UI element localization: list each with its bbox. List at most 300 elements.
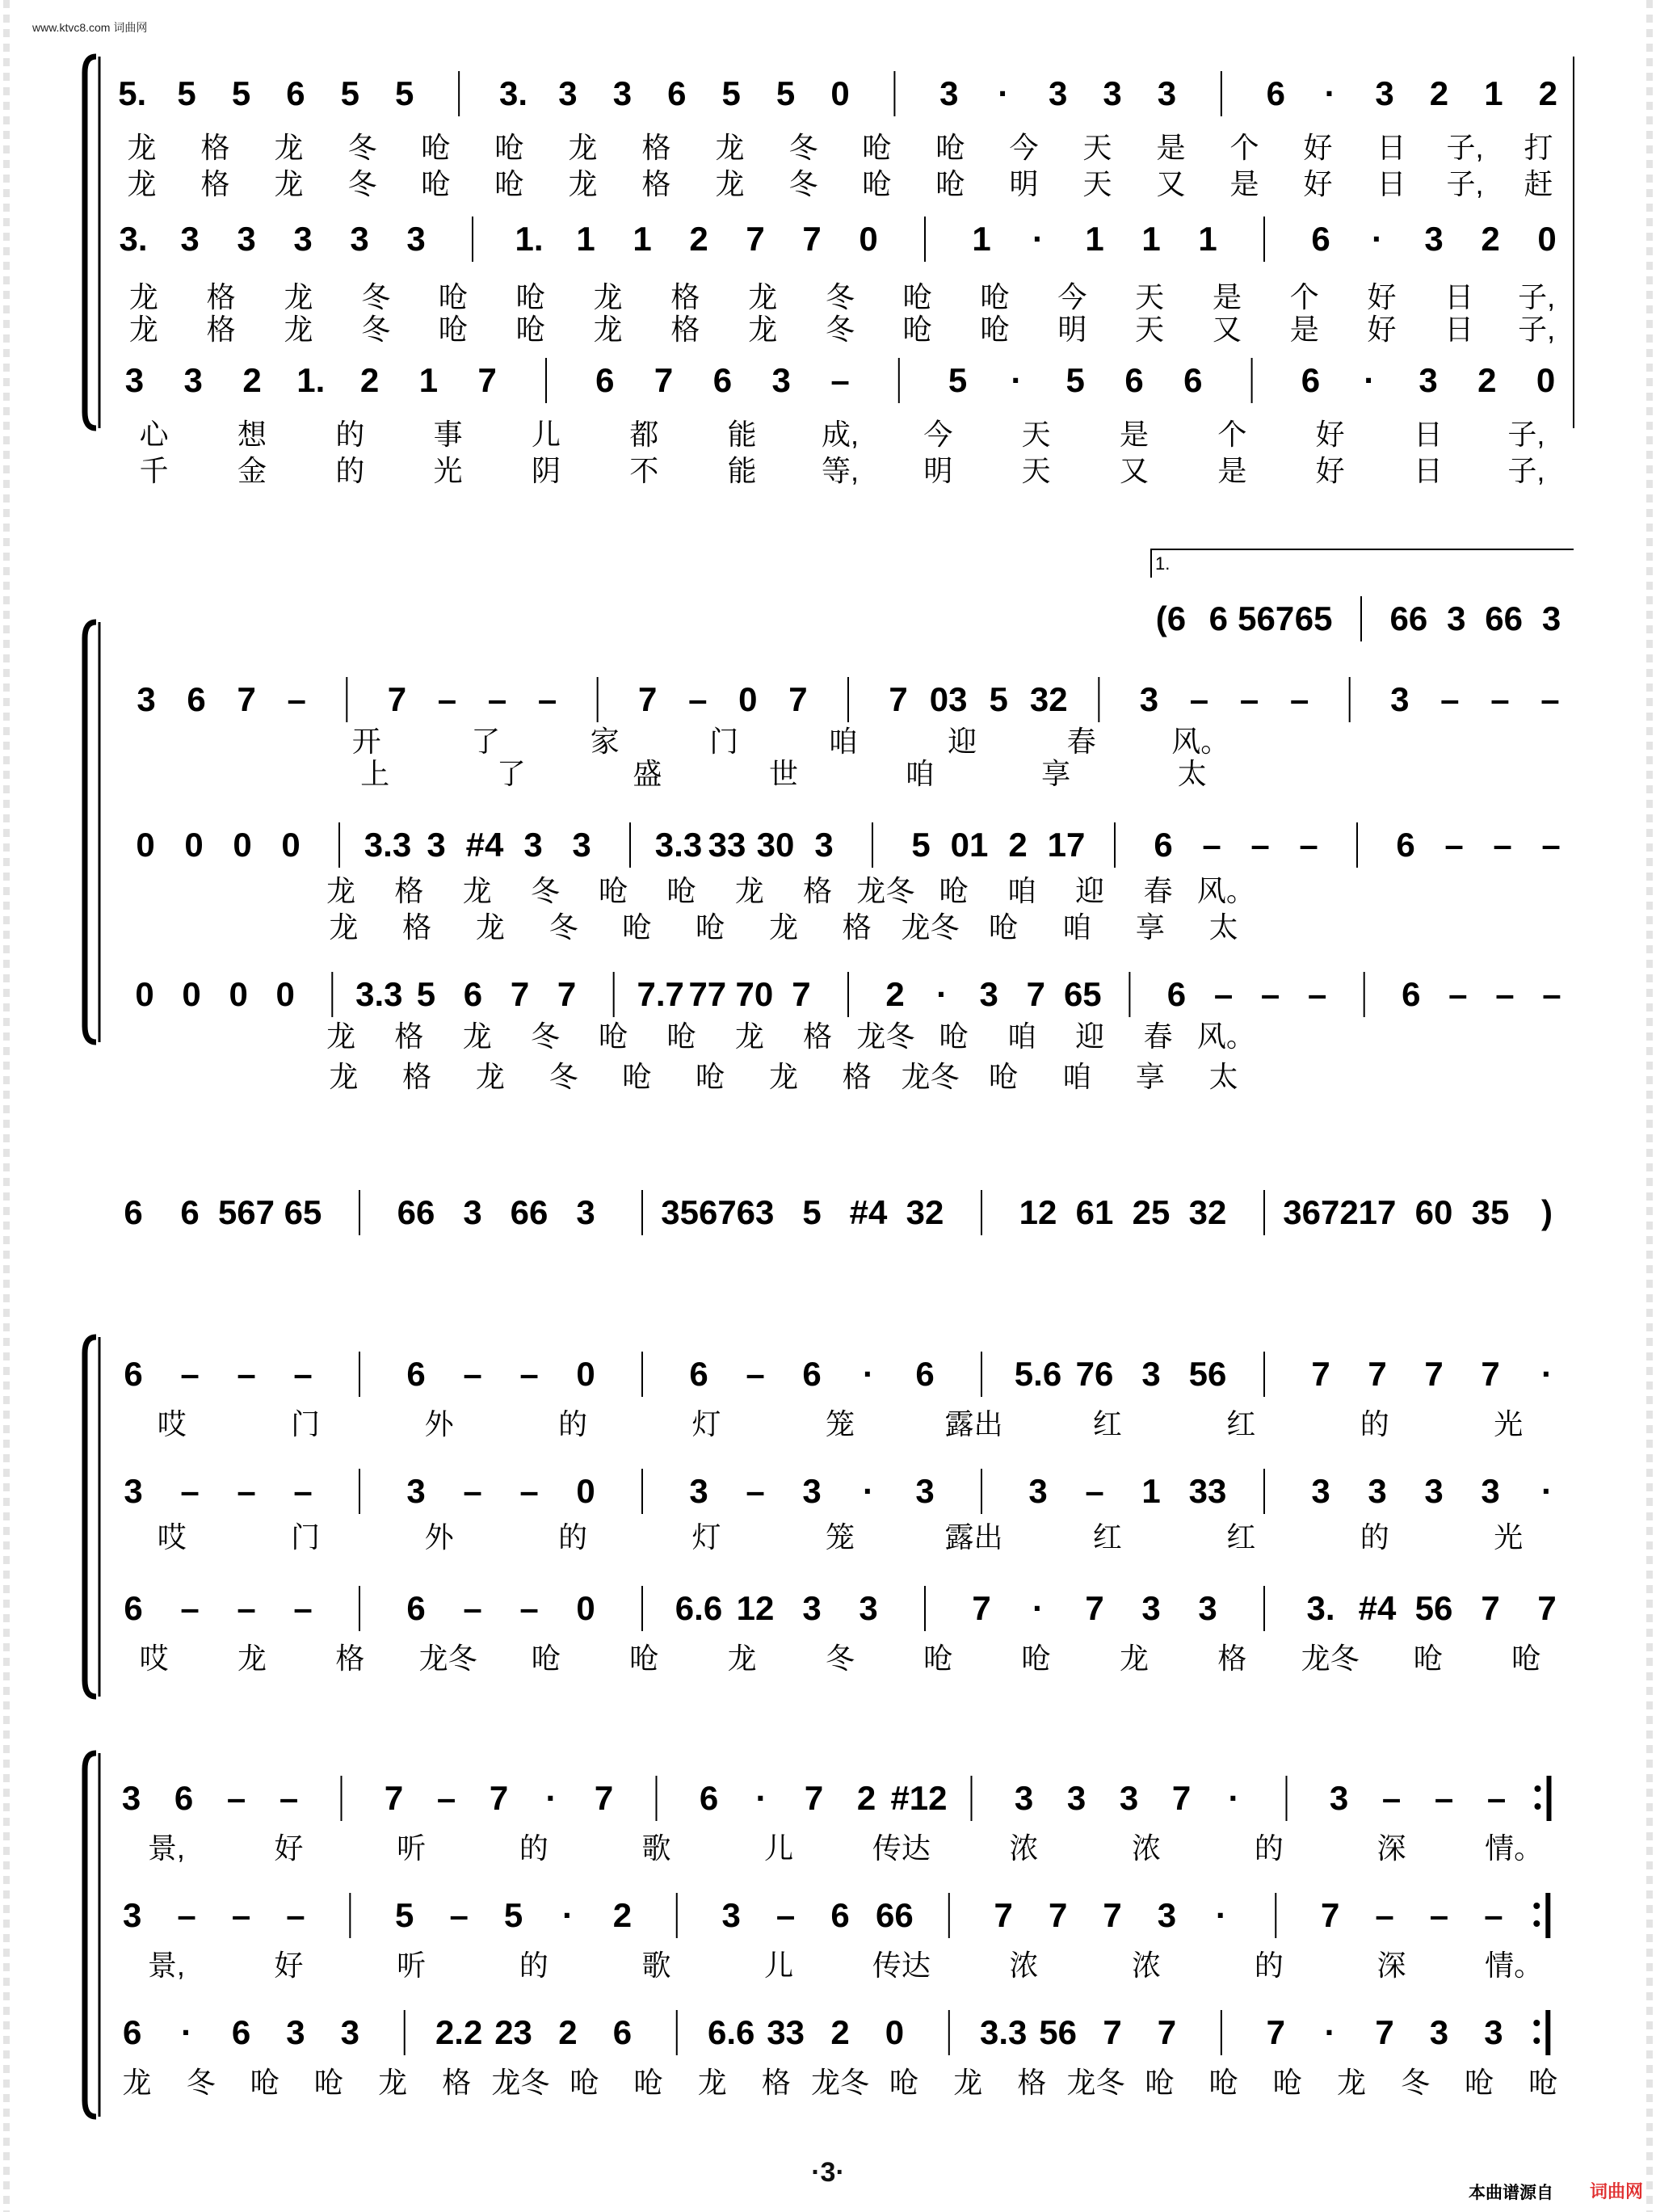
lyric: 呛 [622, 1060, 652, 1093]
lyric: 龙 [697, 2066, 727, 2099]
lyric: 冬 [186, 2066, 216, 2099]
note: 7 [1103, 1896, 1122, 1934]
note: · [863, 1355, 874, 1393]
note: 6 [406, 1589, 426, 1627]
note: 6 [124, 1355, 143, 1393]
note: 5 [948, 361, 968, 399]
note: 5 [416, 975, 436, 1013]
note: 6 [1301, 361, 1321, 399]
repeat-dot [1535, 1803, 1541, 1810]
lyric: 了 [496, 757, 526, 790]
lyric: 是 [1229, 167, 1259, 200]
note: – [293, 1472, 313, 1510]
note: – [1299, 826, 1318, 864]
note: – [519, 1472, 539, 1510]
note: 3 [1419, 361, 1438, 399]
note: – [775, 1896, 796, 1934]
lyric: 听 [397, 1831, 427, 1865]
lyric: 的 [1254, 1949, 1284, 1982]
note: #4 [465, 826, 504, 864]
note: 2 [856, 1779, 876, 1817]
note: #4 [1358, 1589, 1397, 1627]
lyric: 呛 [666, 874, 696, 907]
lyric: 龙冬 [901, 1060, 960, 1093]
note: · [998, 74, 1010, 112]
lyric: 呛 [666, 1020, 696, 1053]
lyric: 呛 [923, 1642, 953, 1675]
lyric: 呛 [599, 874, 628, 907]
instrument-note: 32 [1188, 1193, 1227, 1231]
note: 2 [242, 361, 262, 399]
lyric: 呛 [250, 2066, 280, 2099]
note: 3.3 [364, 826, 412, 864]
lyric: 享 [1041, 757, 1071, 790]
note: · [1541, 1355, 1553, 1393]
note: – [293, 1355, 313, 1393]
note: 70 [735, 975, 774, 1013]
note: 3 [1481, 1472, 1500, 1510]
lyric: 格 [402, 1060, 432, 1093]
note: – [1429, 1896, 1449, 1934]
note: 0 [275, 975, 295, 1013]
lyric: 格 [670, 313, 700, 346]
lyric: 子, [1507, 454, 1545, 487]
note: 0 [135, 975, 154, 1013]
instrument-note: 3567 [661, 1193, 737, 1231]
lyric: 龙 [237, 1642, 267, 1675]
note: · [181, 2013, 193, 2051]
lyric: 呛 [1413, 1642, 1444, 1675]
note: – [1484, 1896, 1503, 1934]
lyric: 龙冬 [418, 1642, 477, 1675]
lyric: 龙 [593, 313, 623, 346]
lyric: 露出 [944, 1407, 1003, 1440]
note: – [1542, 975, 1561, 1013]
lyric: 龙 [727, 1642, 757, 1675]
site-header-text: www.ktvc8.com 词曲网 [32, 21, 148, 34]
note: – [449, 1896, 469, 1934]
note: #12 [890, 1779, 948, 1817]
lyric: 日 [1413, 418, 1444, 451]
note: 3 [124, 361, 145, 399]
lyric: 龙 [768, 1060, 799, 1093]
note: – [1495, 975, 1515, 1013]
note: 6 [1183, 361, 1203, 399]
note: – [231, 1896, 251, 1934]
lyric: 歌 [641, 1831, 671, 1865]
note: 7 [557, 975, 577, 1013]
note: 3 [121, 1779, 141, 1817]
lyric: 打 [1524, 131, 1553, 164]
note: 56 [1039, 2013, 1077, 2051]
note: 3.3 [654, 826, 703, 864]
lyric: 天 [1135, 313, 1165, 346]
lyric: 格 [442, 2066, 472, 2099]
instrument-note: 567 [1238, 599, 1295, 637]
lyric: 龙 [475, 1060, 505, 1093]
lyric: 天 [1135, 280, 1165, 313]
lyric: 成, [821, 418, 860, 451]
lyric: 格 [1017, 2066, 1047, 2099]
lyric: 龙冬 [901, 910, 960, 944]
note: 3 [1390, 680, 1410, 718]
lyric: 龙 [284, 280, 313, 313]
note: 7 [387, 680, 407, 718]
note: 3 [237, 220, 256, 258]
lyric: 格 [200, 131, 230, 164]
note: 3 [1429, 2013, 1449, 2051]
instrument-note: 63 [736, 1193, 775, 1231]
lyric: 咱 [905, 757, 935, 790]
lyric: 呛 [313, 2066, 343, 2099]
note: – [1381, 1779, 1402, 1817]
note: 7 [510, 975, 530, 1013]
note: 7 [1266, 2013, 1285, 2051]
lyric: 呛 [629, 1642, 659, 1675]
note: 3 [814, 826, 834, 864]
note: 7 [1157, 2013, 1177, 2051]
note: 3 [1066, 1779, 1086, 1817]
note: – [1540, 680, 1560, 718]
lyric: 红 [1226, 1520, 1256, 1554]
note: 2 [885, 975, 905, 1013]
lyric: 的 [335, 454, 365, 487]
lyric: 的 [1254, 1831, 1284, 1865]
lyric: 龙 [122, 2066, 152, 2099]
lyric: 听 [397, 1949, 427, 1982]
lyric: 冬 [347, 167, 377, 200]
lyric: 呛 [1021, 1642, 1051, 1675]
lyric: 呛 [902, 313, 932, 346]
note: – [180, 1589, 200, 1627]
note: 5 [1065, 361, 1085, 399]
lyric: 笼 [825, 1407, 855, 1440]
note: 3 [1311, 1472, 1330, 1510]
lyric: 明 [923, 454, 953, 487]
note: – [1434, 1779, 1454, 1817]
lyric: 的 [519, 1831, 548, 1865]
lyric: 冬 [361, 280, 391, 313]
note: 7 [1048, 1896, 1068, 1934]
lyric: 门 [291, 1407, 321, 1440]
lyric: 好 [1367, 280, 1397, 313]
instrument-note: 6 [124, 1193, 143, 1231]
instrument-note: 32 [906, 1193, 944, 1231]
note: – [1448, 975, 1468, 1013]
lyric: 太 [1208, 1060, 1238, 1093]
note: – [1490, 680, 1510, 718]
lyric: 光 [1494, 1520, 1524, 1554]
lyric: 日 [1444, 280, 1474, 313]
note: 6.6 [707, 2013, 755, 2051]
lyric: 呛 [1145, 2066, 1175, 2099]
note: 7 [489, 1779, 509, 1817]
note: 7 [477, 361, 497, 399]
lyric: 冬 [548, 910, 578, 944]
lyric: 开 [351, 725, 381, 758]
note: 7 [1171, 1779, 1192, 1817]
instrument-note: 3 [1447, 599, 1466, 637]
note: 7 [1320, 1896, 1340, 1934]
lyric: 咱 [828, 725, 858, 758]
lyric: 光 [1494, 1407, 1524, 1440]
note: 5. [118, 74, 147, 112]
note: 0 [1536, 361, 1556, 399]
note: 7 [1481, 1355, 1500, 1393]
note: 3 [572, 826, 591, 864]
lyric: 格 [641, 131, 671, 164]
note: – [237, 1589, 256, 1627]
lyric: 格 [394, 1020, 424, 1053]
lyric: 龙冬 [856, 874, 915, 907]
note: – [519, 1355, 539, 1393]
lyric: 呛 [862, 131, 892, 164]
lyric: 格 [206, 313, 236, 346]
note: 6 [1311, 220, 1330, 258]
lyric: 情。 [1485, 1831, 1544, 1865]
note: 2 [1481, 220, 1500, 258]
lyric: 景, [147, 1949, 185, 1982]
lyric: 冬 [548, 1060, 578, 1093]
note: 0 [576, 1589, 595, 1627]
lyric: 呛 [1528, 2066, 1558, 2099]
note: 7 [792, 975, 811, 1013]
lyric: 门 [291, 1520, 321, 1554]
note: 7 [1103, 2013, 1122, 2051]
lyric: 春 [1143, 1020, 1173, 1053]
lyric: 龙冬 [491, 2066, 550, 2099]
lyric: 又 [1156, 167, 1186, 200]
lyric: 享 [1135, 910, 1165, 944]
note: 3.3 [355, 975, 403, 1013]
lyric: 金 [237, 454, 267, 487]
lyric: 是 [1217, 454, 1247, 487]
lyric: 呛 [889, 2066, 919, 2099]
note: · [1011, 361, 1023, 399]
lyric: 都 [629, 418, 659, 451]
repeat-dot [1533, 2037, 1540, 2044]
note: 3 [183, 361, 203, 399]
lyric: 龙 [462, 1020, 492, 1053]
lyric: 千 [139, 454, 169, 487]
note: – [237, 1472, 256, 1510]
note: 0 [136, 826, 155, 864]
note: · [1324, 2013, 1336, 2051]
instrument-note: 3672 [1283, 1193, 1359, 1231]
note: 6 [802, 1355, 822, 1393]
lyric: 儿 [764, 1831, 794, 1865]
note: 7 [788, 680, 808, 718]
source-credit: 本曲谱源自 [1469, 2184, 1553, 2202]
note: – [1444, 826, 1464, 864]
note: 3 [1141, 1589, 1161, 1627]
lyric: 是 [1156, 131, 1186, 164]
note: – [237, 1355, 256, 1393]
note: 3.3 [980, 2013, 1028, 2051]
lyric: 赶 [1524, 167, 1553, 200]
lyric: 迎 [1075, 874, 1105, 907]
lyric: 浓 [1132, 1949, 1162, 1982]
lyric: 浓 [1009, 1949, 1039, 1982]
lyric: 哎 [139, 1642, 169, 1675]
note: 3 [1424, 1472, 1444, 1510]
note: 77 [688, 975, 727, 1013]
lyric: 龙 [128, 280, 158, 313]
note: 7.7 [637, 975, 684, 1013]
lyric: 格 [842, 910, 872, 944]
note: 1 [1141, 220, 1161, 258]
lyric: 冬 [825, 280, 855, 313]
lyric: 风。 [1196, 874, 1255, 907]
lyric: 子, [1518, 280, 1556, 313]
lyric: 好 [1315, 454, 1345, 487]
lyric: 冬 [530, 874, 561, 907]
lyric: 龙冬 [856, 1020, 915, 1053]
lyric: 龙 [475, 910, 505, 944]
note: 7 [972, 1589, 991, 1627]
lyric: 冬 [530, 1020, 561, 1053]
note: 7 [1537, 1589, 1557, 1627]
note: 6 [231, 2013, 251, 2051]
lyric: 想 [237, 418, 267, 451]
lyric: 日 [1413, 454, 1444, 487]
note: 5 [177, 74, 196, 112]
note: 0 [1537, 220, 1557, 258]
repeat-dot [1533, 1920, 1540, 1927]
note: – [1189, 680, 1209, 718]
lyric: 今 [1009, 131, 1039, 164]
lyric: 的 [519, 1949, 548, 1982]
note: – [1440, 680, 1460, 718]
note: 6.6 [675, 1589, 723, 1627]
lyric: 能 [727, 454, 757, 487]
note: 2 [1538, 74, 1557, 112]
lyric: 龙 [953, 2066, 983, 2099]
lyric: 呛 [980, 313, 1010, 346]
note: 32 [1029, 680, 1068, 718]
note: 3 [1139, 680, 1159, 718]
lyric: 龙 [593, 280, 623, 313]
lyric: 龙 [127, 167, 157, 200]
lyric: 门 [709, 725, 739, 758]
lyric: 外 [424, 1520, 454, 1554]
repeat-dot [1533, 1903, 1540, 1909]
lyric: 龙 [462, 874, 492, 907]
lyric: 呛 [439, 280, 469, 313]
lyric: 天 [1082, 131, 1112, 164]
note: – [293, 1589, 313, 1627]
lyric: 格 [206, 280, 236, 313]
lyric: 呛 [862, 167, 892, 200]
lyric: 龙 [326, 1020, 356, 1053]
lyric: 情。 [1485, 1949, 1544, 1982]
lyric: 深 [1376, 1831, 1406, 1865]
lyric: 龙 [568, 131, 598, 164]
note: 3 [721, 1896, 741, 1934]
note: 2 [1477, 361, 1497, 399]
lyric: 享 [1135, 1060, 1165, 1093]
note: 76 [1075, 1355, 1114, 1393]
note: 3 [1375, 74, 1394, 112]
lyric: 咱 [1062, 1060, 1092, 1093]
note: 6 [1266, 74, 1285, 112]
note: 7 [746, 220, 765, 258]
note: 66 [876, 1896, 914, 1934]
note: 3 [689, 1472, 708, 1510]
instrument-note: 66 [1389, 599, 1428, 637]
note: 0 [229, 975, 248, 1013]
lyric: 龙 [715, 167, 745, 200]
lyric: 盛 [633, 757, 662, 790]
note: · [1364, 361, 1376, 399]
instrument-note: 25 [1132, 1193, 1171, 1231]
note: 7 [1026, 975, 1045, 1013]
lyric: 日 [1444, 313, 1474, 346]
note: 7 [237, 680, 256, 718]
note: 5 [395, 1896, 414, 1934]
note: 5 [340, 74, 360, 112]
note: 3 [350, 220, 369, 258]
lyric: 呛 [989, 1060, 1019, 1093]
lyric: 春 [1066, 725, 1096, 758]
instrument-note: 66 [397, 1193, 435, 1231]
note: 7 [994, 1896, 1013, 1934]
note: 7 [1375, 2013, 1394, 2051]
lyric: 呛 [980, 280, 1010, 313]
lyric: 呛 [1272, 2066, 1302, 2099]
note: 6 [689, 1355, 708, 1393]
lyric: 今 [1057, 280, 1087, 313]
lyric: 呛 [989, 910, 1019, 944]
note: 3 [124, 1472, 143, 1510]
note: 7 [804, 1779, 824, 1817]
note: 2 [359, 361, 380, 399]
instrument-note: 66 [1485, 599, 1524, 637]
note: 7 [638, 680, 658, 718]
instrument-note: (6 [1155, 599, 1187, 637]
note: 6 [667, 74, 687, 112]
lyric: 太 [1177, 757, 1207, 790]
lyric: 天 [1021, 418, 1051, 451]
note: 6 [286, 74, 305, 112]
note: 7 [1311, 1355, 1330, 1393]
instrument-note: 60 [1414, 1193, 1453, 1231]
lyric: 咱 [1007, 1020, 1037, 1053]
note: 2.2 [435, 2013, 483, 2051]
lyric: 龙 [329, 910, 359, 944]
note: 3 [180, 220, 200, 258]
note: 5 [775, 74, 796, 112]
instrument-note: 5 [802, 1193, 822, 1231]
note: 6 [712, 361, 733, 399]
note: 6 [124, 1589, 143, 1627]
note: 01 [950, 826, 989, 864]
note: 2 [830, 2013, 850, 2051]
lyric: 冬 [825, 1642, 855, 1675]
lyric: 子, [1446, 167, 1484, 200]
note: · [1215, 1896, 1227, 1934]
lyric: 格 [761, 2066, 791, 2099]
lyric: 的 [335, 418, 365, 451]
note: 5 [721, 74, 741, 112]
note: – [1307, 975, 1327, 1013]
note: · [1032, 1589, 1044, 1627]
lyric: 格 [394, 874, 424, 907]
lyric: 龙 [128, 313, 158, 346]
note: – [437, 680, 457, 718]
lyric: 红 [1092, 1520, 1122, 1554]
lyric: 呛 [1465, 2066, 1494, 2099]
